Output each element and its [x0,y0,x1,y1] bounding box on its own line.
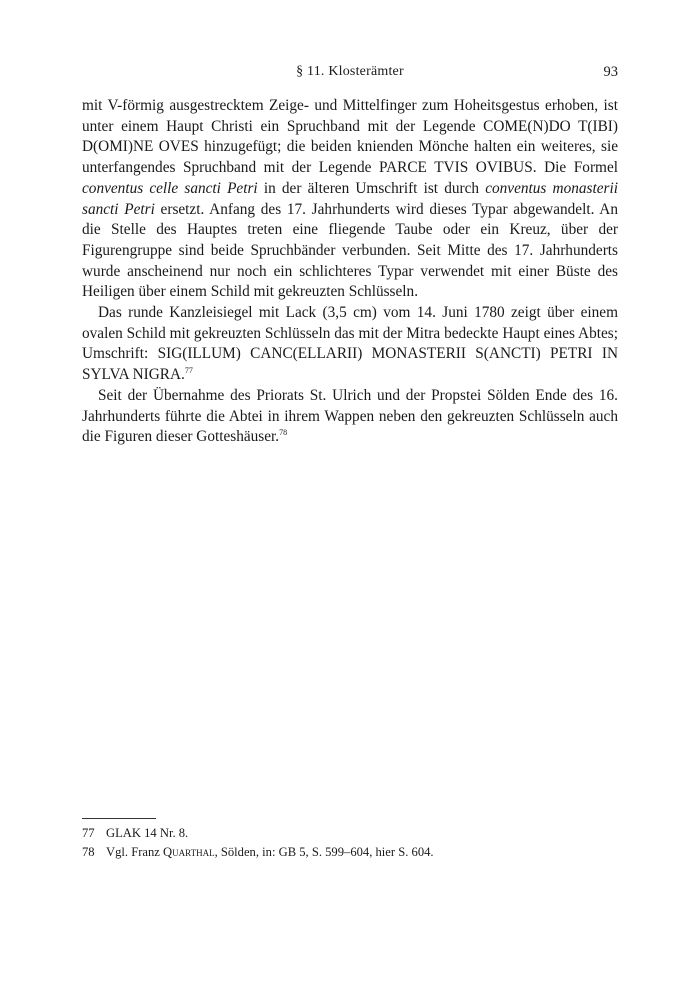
text-run: ersetzt. Anfang des 17. Jahrhunderts wird dieses Typar abgewandelt. An die Stelle des Hauptes treten eine fliegende Taube oder ein Kreuz, über der Figurengruppe sind beide Spruchbänder verbunden. Seit Mitte des 17. Jahrhunderts wurde anscheinend nur noch ein schlichteres Typar verwendet mit einer Büste des Heiligen über einem Schild mit gekreuzten Schlüsseln. [82,200,618,301]
footnote-number: 77 [82,826,95,840]
footnote-text [106,843,434,862]
text-run: in der älteren Umschrift ist durch [257,179,486,197]
page-number: 93 [603,64,618,80]
footnote-number: 78 [82,845,95,859]
text-run: Vgl. Franz [106,845,164,859]
footnote-78 [82,843,618,862]
page-header [82,64,618,84]
footnote-77 [82,824,618,843]
text-run: Das runde Kanzleisiegel mit Lack (3,5 cm) vom 14. Juni 1780 zeigt über einem ovalen Schild mit gekreuzten Schlüsseln das mit der Mitra bedeckte Haupt eines Abtes; Umschrift: SIG(ILLUM) CANC(ELLARII) MONASTERII S(ANCTI) PETRI IN SYLVA NIGRA. [82,304,618,384]
text-run: Seit der Übernahme des Priorats St. Ulrich und der Propstei Sölden Ende des 16. Jahrhunderts führte die Abtei in ihrem Wappen neben den gekreuzten Schlüsseln auch die Figuren dieser Gotteshäuser. [82,386,618,446]
footnote-text [106,824,188,843]
running-title: § 11. Klosterämter [296,64,404,79]
body-text [82,96,618,448]
paragraph-2 [82,303,618,386]
text-run: GLAK 14 Nr. 8. [106,826,189,840]
italic-phrase: conventus celle sancti Petri [82,179,258,197]
author-surname: Quarthal [163,845,215,859]
italic-phrase: conventus monasterii sancti Petri [82,179,618,218]
footnote-ref: 77 [184,366,193,376]
paragraph-3 [82,386,618,448]
footnote-divider [82,818,156,819]
paragraph-1 [82,96,618,303]
text-run: mit V-förmig ausgestrecktem Zeige- und Mittelfinger zum Hoheitsgestus erhoben, ist unter einem Haupt Christi ein Spruchband mit der Legende COME(N)DO T(IBI) D(OMI)NE OVES hinzugefügt; die beiden knienden Mönche halten ein weiteres, sie unterfangendes Spruchband mit der Legende PARCE TVIS OVIBUS. Die Formel [82,97,618,177]
footnotes [82,824,618,862]
footnote-ref: 78 [279,428,288,438]
text-run: , Sölden, in: GB 5, S. 599–604, hier S. 604. [214,845,434,859]
